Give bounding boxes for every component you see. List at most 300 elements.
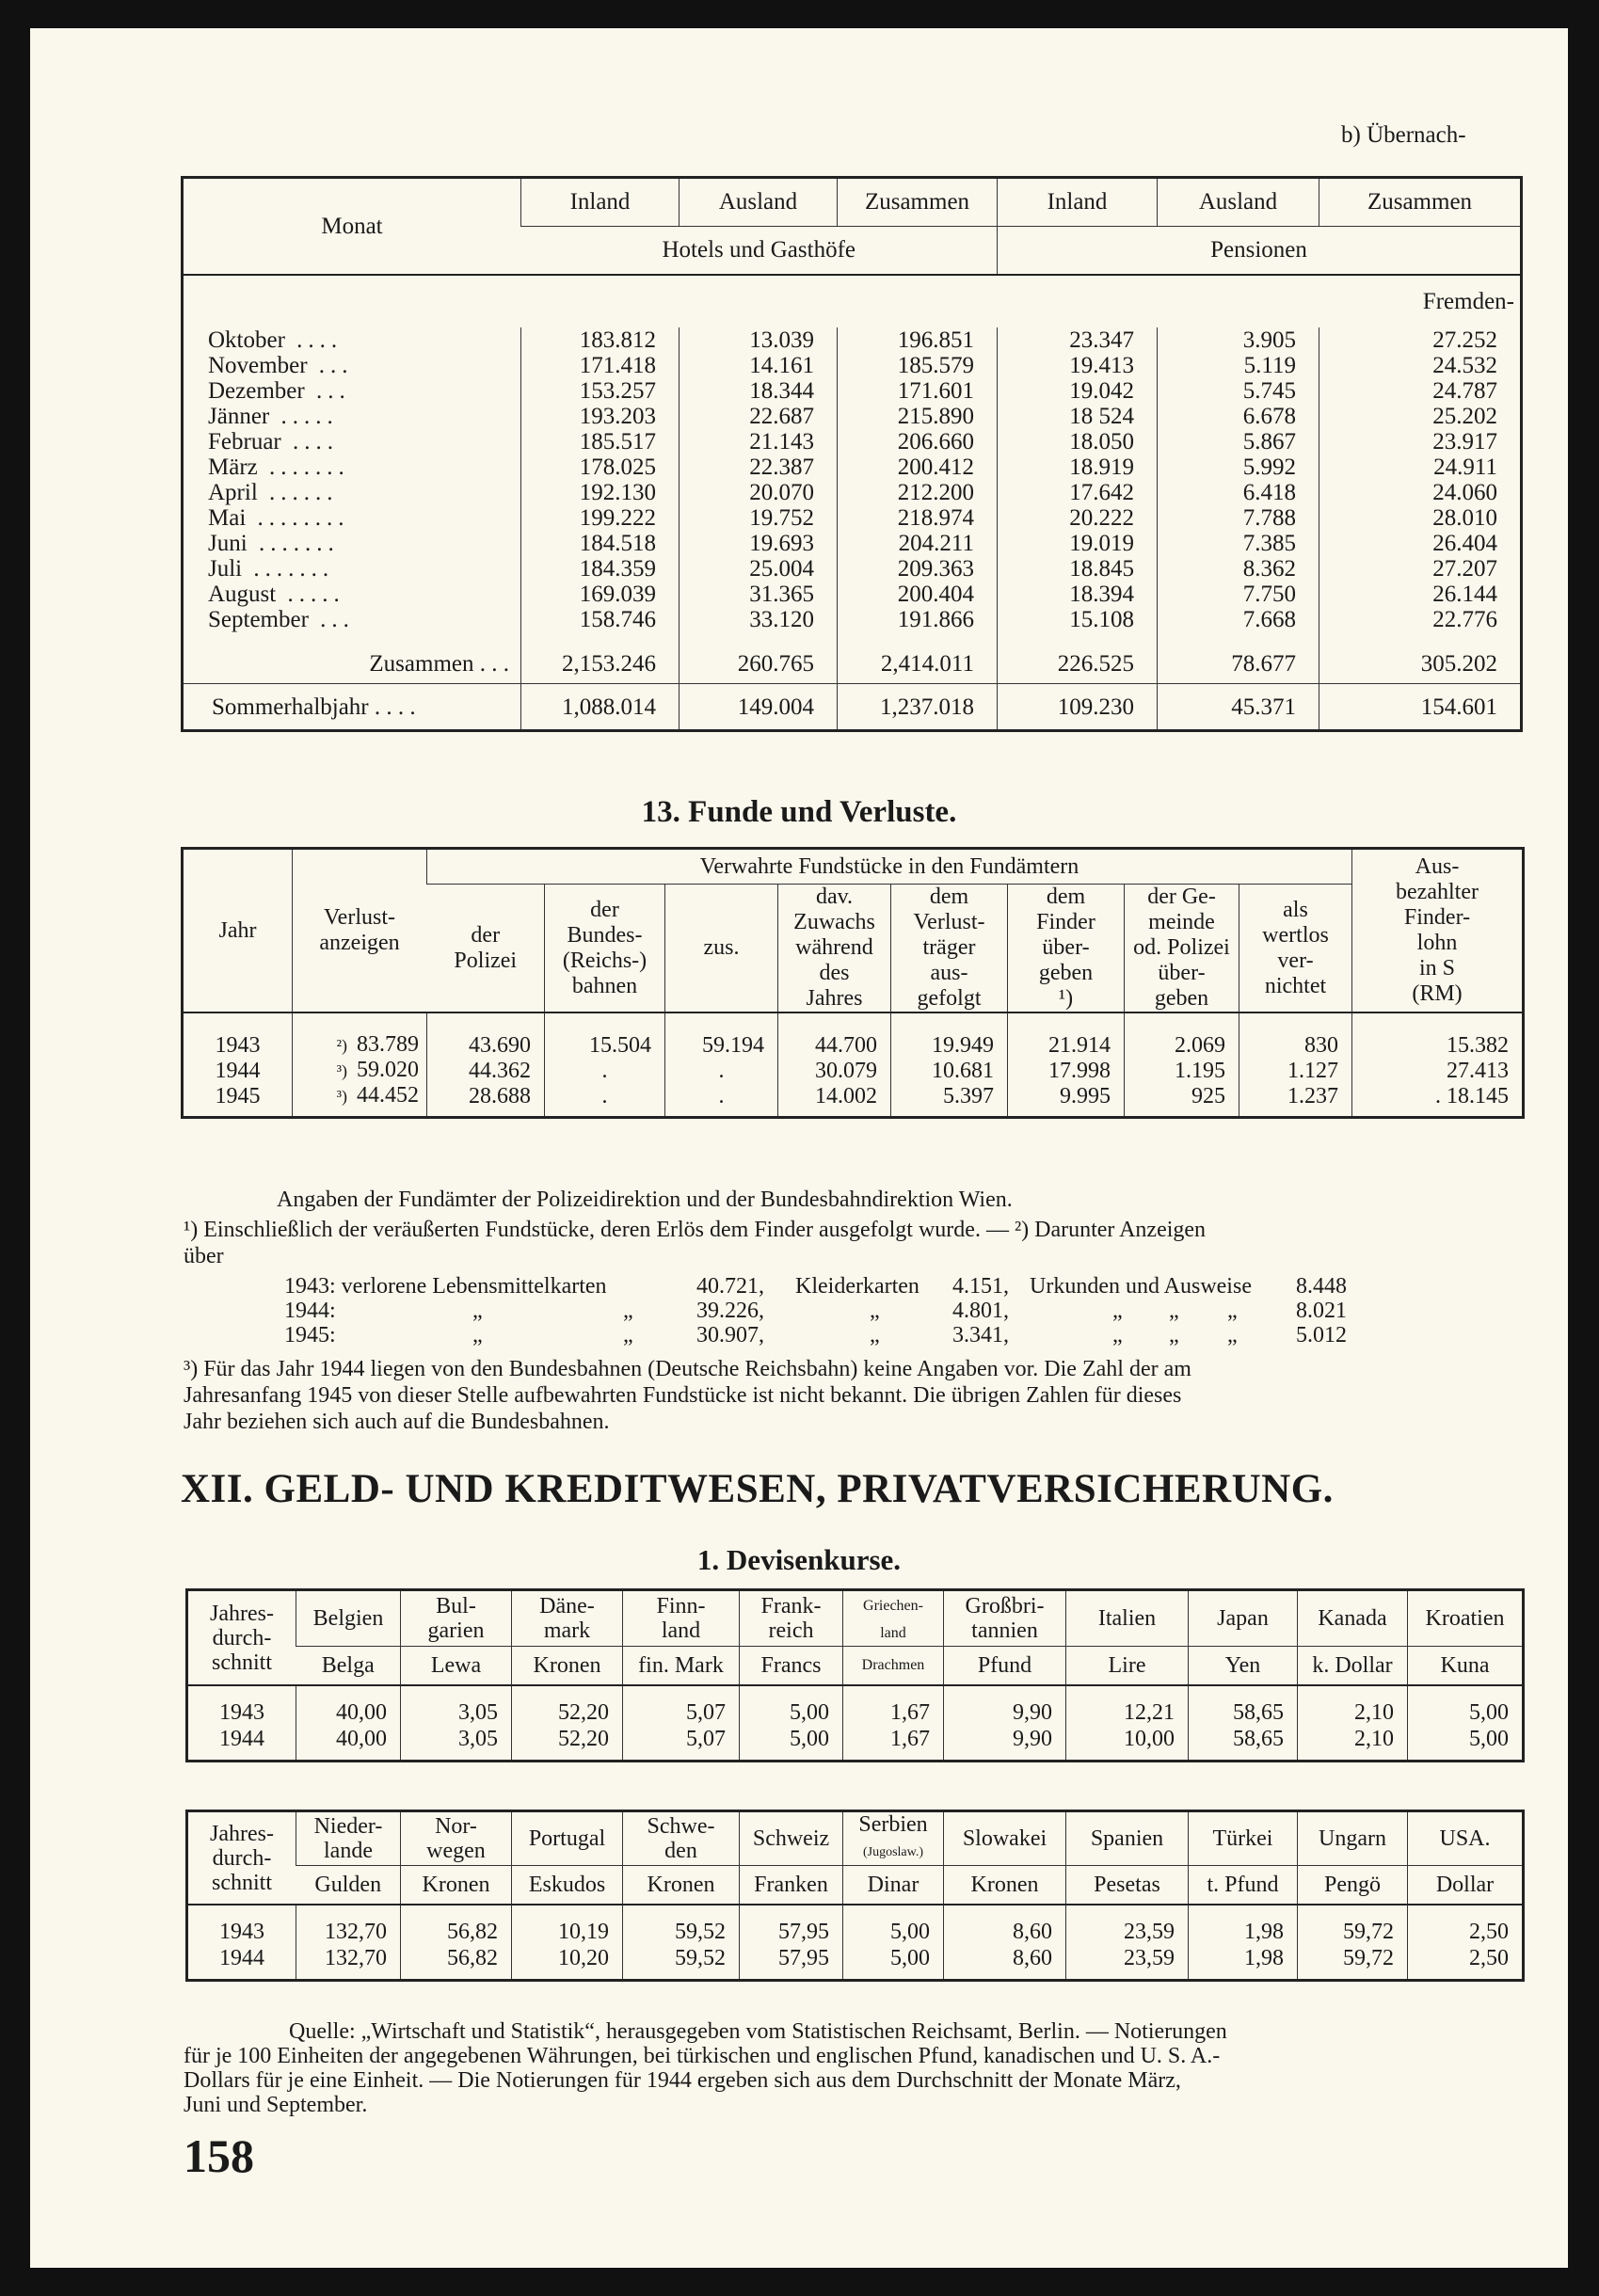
- rate-cell: 5,00: [740, 1699, 843, 1726]
- month-cell: [183, 454, 521, 480]
- value-cell: 44.362: [427, 1058, 545, 1083]
- h-gemeinde: der Ge- meinde od. Polizei über- geben: [1125, 885, 1239, 1013]
- h-group: Verwahrte Fundstücke in den Fundämtern: [427, 849, 1352, 885]
- rate-cell: 40,00: [296, 1699, 401, 1726]
- rate-cell: 57,95: [740, 1919, 843, 1945]
- rate-cell: 23,59: [1066, 1919, 1189, 1945]
- table-row: [183, 582, 1522, 607]
- month-cell: [183, 327, 521, 353]
- spacer: [1239, 1108, 1352, 1118]
- spacer: [183, 1012, 293, 1032]
- rate-cell: 10,20: [512, 1945, 623, 1971]
- currency-unit: Gulden: [296, 1866, 401, 1905]
- value: 83.789: [357, 1032, 419, 1057]
- value-cell: 8.362: [1158, 556, 1319, 582]
- spacer: [512, 1685, 623, 1699]
- country-header: [296, 1590, 401, 1647]
- exchange-rates-table-1: [185, 1588, 1525, 1762]
- overnight-stays-table: [181, 176, 1523, 732]
- country-name: Kroatien: [1425, 1606, 1505, 1631]
- summer-label-cell: [183, 684, 521, 731]
- spacer: [891, 1012, 1008, 1032]
- value-cell: 27.252: [1319, 327, 1522, 353]
- month-cell: [183, 480, 521, 505]
- spacer: [740, 1905, 843, 1919]
- value: 59.020: [357, 1058, 419, 1082]
- country-name: Belgien: [312, 1606, 384, 1631]
- country-header: [1298, 1590, 1408, 1647]
- total-label: Zusammen: [369, 650, 474, 677]
- value-cell: 191.866: [838, 607, 998, 632]
- spacer: [998, 632, 1158, 644]
- month-label: September: [208, 607, 309, 632]
- currency-unit: Kronen: [623, 1866, 740, 1905]
- year-cell: 1943: [219, 1920, 264, 1944]
- value-cell: 19.949: [891, 1032, 1008, 1058]
- leader-dots: .......: [257, 454, 350, 480]
- currency-unit: Pesetas: [1066, 1866, 1189, 1905]
- value-cell: 24.532: [1319, 353, 1522, 378]
- country-header: [623, 1590, 740, 1647]
- leader-dots: . . .: [473, 650, 509, 677]
- country-header: [740, 1811, 843, 1866]
- note-3c: Jahr beziehen sich auch auf die Bundesbahnen.: [184, 1410, 610, 1434]
- currency-unit: t. Pfund: [1189, 1866, 1298, 1905]
- year-cell: 1943: [219, 1700, 264, 1725]
- country-name: Großbri- tannien: [965, 1594, 1045, 1643]
- value-cell: 1.127: [1239, 1058, 1352, 1083]
- spacer: [1189, 1905, 1298, 1919]
- value-cell: 209.363: [838, 556, 998, 582]
- leader-dots: .......: [247, 531, 340, 556]
- month-label: Oktober: [208, 327, 285, 353]
- country-name: Bul- garien: [427, 1594, 485, 1643]
- value-cell: 25.004: [680, 556, 838, 582]
- spacer: [545, 1012, 665, 1032]
- value-cell: 23.917: [1319, 429, 1522, 454]
- country-name: Däne- mark: [539, 1594, 595, 1643]
- spacer: [1189, 1685, 1298, 1699]
- spacer: [1239, 1012, 1352, 1032]
- spacer: [1298, 1971, 1408, 1981]
- value-cell: 14.002: [778, 1083, 891, 1108]
- value-cell: 19.693: [680, 531, 838, 556]
- note-line-text: „: [870, 1299, 880, 1323]
- spacer: [401, 1905, 512, 1919]
- total-cell: 260.765: [680, 644, 838, 684]
- country-name: Nieder- lande: [313, 1814, 383, 1863]
- spacer: [293, 1012, 427, 1032]
- spacer: [401, 1685, 512, 1699]
- value-cell: 18.394: [998, 582, 1158, 607]
- value-cell: 17.642: [998, 480, 1158, 505]
- spacer: [545, 1108, 665, 1118]
- verlust-cell: [293, 1032, 427, 1058]
- rate-cell: 8,60: [944, 1919, 1066, 1945]
- value-cell: 21.914: [1008, 1032, 1125, 1058]
- currency-unit: fin. Mark: [623, 1647, 740, 1686]
- value-cell: 171.601: [838, 378, 998, 404]
- summer-cell: 154.601: [1319, 684, 1522, 731]
- currency-unit: Pengö: [1298, 1866, 1408, 1905]
- value-cell: 153.257: [521, 378, 680, 404]
- month-cell: [183, 404, 521, 429]
- country-name: Ungarn: [1319, 1826, 1386, 1851]
- spacer: [1352, 1108, 1524, 1118]
- rate-cell: 5,00: [1408, 1726, 1524, 1752]
- country-header: [740, 1590, 843, 1647]
- verlust-cell: [293, 1058, 427, 1083]
- footnote-marker: ³): [336, 1087, 347, 1106]
- note-line-text: „: [472, 1323, 483, 1347]
- month-cell: [183, 607, 521, 632]
- note-line-text: 3.341,: [952, 1323, 1009, 1347]
- value-cell: 218.974: [838, 505, 998, 531]
- currency-unit: Lewa: [401, 1647, 512, 1686]
- h-verlusttraeger: dem Verlust- träger aus- gefolgt: [891, 885, 1008, 1013]
- value-cell: .: [665, 1058, 778, 1083]
- currency-unit: Belga: [296, 1647, 401, 1686]
- currency-unit: Francs: [740, 1647, 843, 1686]
- value-cell: 18 524: [998, 404, 1158, 429]
- year-cell: 1945: [215, 1083, 261, 1108]
- year-cell: 1944: [219, 1727, 264, 1751]
- value-cell: 171.418: [521, 353, 680, 378]
- spacer: [1189, 1971, 1298, 1981]
- table-row: [183, 556, 1522, 582]
- currency-unit: Lire: [1066, 1647, 1189, 1686]
- spacer: [778, 1108, 891, 1118]
- rate-cell: 5,07: [623, 1726, 740, 1752]
- country-name: Nor- wegen: [426, 1814, 486, 1863]
- rate-cell: 52,20: [512, 1726, 623, 1752]
- spacer-row: [187, 1685, 1524, 1699]
- spacer: [1352, 1012, 1524, 1032]
- h-jahresdurchschnitt: Jahres- durch- schnitt: [187, 1811, 296, 1905]
- table-row: [183, 454, 1522, 480]
- page-header: b) Übernach-: [1341, 122, 1466, 148]
- rate-cell: 5,00: [843, 1919, 944, 1945]
- rate-cell: 1,98: [1189, 1945, 1298, 1971]
- document-page: [30, 28, 1568, 2268]
- country-name: Japan: [1217, 1606, 1269, 1631]
- footnote-marker: ²): [336, 1036, 347, 1055]
- note-line-text: „: [1227, 1323, 1238, 1347]
- country-name: Kanada: [1318, 1606, 1387, 1631]
- rate-cell: 10,00: [1066, 1726, 1189, 1752]
- value-cell: 3.905: [1158, 327, 1319, 353]
- country-header: [401, 1590, 512, 1647]
- rate-cell: 2,10: [1298, 1726, 1408, 1752]
- total-row: [183, 644, 1522, 684]
- spacer: [1189, 1752, 1298, 1762]
- spacer: [521, 632, 680, 644]
- value-cell: 7.385: [1158, 531, 1319, 556]
- summer-cell: 1,237.018: [838, 684, 998, 731]
- col-header: Inland: [998, 178, 1158, 227]
- source-line-3: Dollars für je eine Einheit. — Die Notierungen für 1944 ergeben sich aus dem Durchschnitt der Monate März,: [184, 2068, 1181, 2093]
- rate-cell: 132,70: [296, 1945, 401, 1971]
- value-cell: 17.998: [1008, 1058, 1125, 1083]
- group-hotels: Hotels und Gasthöfe: [521, 227, 998, 276]
- month-label: Juni: [208, 531, 248, 556]
- note-line-text: „: [1169, 1299, 1179, 1323]
- spacer-row: [187, 1905, 1524, 1919]
- leader-dots: .....: [269, 404, 339, 429]
- leader-dots: ...: [304, 378, 351, 404]
- note-line-text: 1945:: [284, 1323, 336, 1347]
- summer-cell: 109.230: [998, 684, 1158, 731]
- value-cell: .: [545, 1083, 665, 1108]
- spacer: [623, 1905, 740, 1919]
- country-name: Spanien: [1090, 1826, 1164, 1851]
- spacer: [296, 1905, 401, 1919]
- value-cell: 18.845: [998, 556, 1158, 582]
- currency-unit: Dollar: [1408, 1866, 1524, 1905]
- month-cell: [183, 429, 521, 454]
- value-cell: 206.660: [838, 429, 998, 454]
- spacer: [623, 1752, 740, 1762]
- h-finder: dem Finder über- geben ¹): [1008, 885, 1125, 1013]
- spacer-row: [183, 632, 1522, 644]
- country-header: [944, 1590, 1066, 1647]
- spacer: [1066, 1971, 1189, 1981]
- spacer: [296, 1685, 401, 1699]
- country-name: Schwe- den: [647, 1814, 715, 1863]
- spacer: [296, 1971, 401, 1981]
- note-1b: über: [184, 1244, 224, 1268]
- value-cell: 26.144: [1319, 582, 1522, 607]
- table-row: [183, 531, 1522, 556]
- spacer: [183, 1108, 293, 1118]
- note-line-text: 4.151,: [952, 1274, 1009, 1299]
- value-cell: 13.039: [680, 327, 838, 353]
- spacer: [1298, 1905, 1408, 1919]
- value-cell: 178.025: [521, 454, 680, 480]
- rate-cell: 59,72: [1298, 1945, 1408, 1971]
- spacer: [944, 1905, 1066, 1919]
- spacer: [1319, 632, 1522, 644]
- total-cell: 2,153.246: [521, 644, 680, 684]
- value-cell: 18.919: [998, 454, 1158, 480]
- note-line-text: 5.012: [1296, 1323, 1347, 1347]
- note-line-text: 30.907,: [696, 1323, 764, 1347]
- spacer: [401, 1971, 512, 1981]
- summer-label: Sommerhalbjahr: [212, 694, 369, 720]
- value-cell: 6.678: [1158, 404, 1319, 429]
- rate-cell: 132,70: [296, 1919, 401, 1945]
- month-label: Februar: [208, 429, 281, 454]
- h-verlust: Verlust- anzeigen: [293, 849, 427, 1013]
- value-cell: 19.752: [680, 505, 838, 531]
- month-cell: [183, 556, 521, 582]
- value-cell: 5.745: [1158, 378, 1319, 404]
- spacer: [740, 1752, 843, 1762]
- table-row: [187, 1945, 1524, 1971]
- rate-cell: 9,90: [944, 1699, 1066, 1726]
- spacer: [680, 632, 838, 644]
- currency-unit: Pfund: [944, 1647, 1066, 1686]
- country-header: [512, 1590, 623, 1647]
- country-name: Italien: [1097, 1606, 1157, 1631]
- rate-cell: 57,95: [740, 1945, 843, 1971]
- spacer: [401, 1752, 512, 1762]
- rate-cell: 56,82: [401, 1919, 512, 1945]
- section-1-title: 1. Devisenkurse.: [696, 1543, 902, 1576]
- rate-cell: 3,05: [401, 1726, 512, 1752]
- total-cell: 2,414.011: [838, 644, 998, 684]
- spacer: [187, 1752, 296, 1762]
- leader-dots: ...: [308, 607, 355, 632]
- h-lohn: Aus- bezahlter Finder- lohn in S (RM): [1352, 849, 1524, 1013]
- table-row: [183, 1032, 1524, 1058]
- fremden-label: Fremden-: [1422, 288, 1514, 314]
- rate-cell: 5,00: [843, 1945, 944, 1971]
- note-line-text: 1943: verlorene Lebensmittelkarten: [284, 1274, 607, 1299]
- country-header: [1066, 1811, 1189, 1866]
- spacer: [1008, 1012, 1125, 1032]
- total-cell: 78.677: [1158, 644, 1319, 684]
- spacer-row: [187, 1971, 1524, 1981]
- rate-cell: 58,65: [1189, 1726, 1298, 1752]
- value-cell: 24.911: [1319, 454, 1522, 480]
- spacer: [740, 1971, 843, 1981]
- value-cell: 1.237: [1239, 1083, 1352, 1108]
- country-header: [623, 1811, 740, 1866]
- month-label: April: [208, 480, 258, 505]
- footnote-marker: ³): [336, 1061, 347, 1080]
- rate-cell: 8,60: [944, 1945, 1066, 1971]
- month-cell: [183, 353, 521, 378]
- value: 44.452: [357, 1083, 419, 1108]
- spacer: [1408, 1905, 1524, 1919]
- note-line-text: „: [623, 1323, 633, 1347]
- col-header: Ausland: [1158, 178, 1319, 227]
- spacer: [512, 1971, 623, 1981]
- value-cell: 59.194: [665, 1032, 778, 1058]
- value-cell: 7.788: [1158, 505, 1319, 531]
- value-cell: 27.207: [1319, 556, 1522, 582]
- note-line-text: 8.021: [1296, 1299, 1347, 1323]
- value-cell: 5.992: [1158, 454, 1319, 480]
- value-cell: 21.143: [680, 429, 838, 454]
- country-header: [1189, 1590, 1298, 1647]
- value-cell: 215.890: [838, 404, 998, 429]
- source-13: Angaben der Fundämter der Polizeidirektion und der Bundesbahndirektion Wien.: [277, 1188, 1013, 1212]
- value-cell: 200.412: [838, 454, 998, 480]
- col-month-header: Monat: [183, 178, 521, 276]
- spacer: [1408, 1685, 1524, 1699]
- rate-cell: 40,00: [296, 1726, 401, 1752]
- spacer: [843, 1685, 944, 1699]
- value-cell: 24.787: [1319, 378, 1522, 404]
- month-label: November: [208, 353, 308, 378]
- spacer: [427, 1108, 545, 1118]
- spacer: [296, 1752, 401, 1762]
- spacer: [1298, 1685, 1408, 1699]
- h-bundes: der Bundes- (Reichs-) bahnen: [545, 885, 665, 1013]
- country-header: [843, 1590, 944, 1647]
- value-cell: 20.070: [680, 480, 838, 505]
- table-row: [187, 1699, 1524, 1726]
- source-line-2: für je 100 Einheiten der angegebenen Währungen, bei türkischen und englischen Pfund, kanadischen und U. S. A.-: [184, 2044, 1221, 2068]
- rate-cell: 5,00: [1408, 1699, 1524, 1726]
- currency-unit: Dinar: [843, 1866, 944, 1905]
- month-cell: [183, 531, 521, 556]
- rate-cell: 1,98: [1189, 1919, 1298, 1945]
- country-header: [1408, 1590, 1524, 1647]
- value-cell: 9.995: [1008, 1083, 1125, 1108]
- h-zus: zus.: [665, 885, 778, 1013]
- value-cell: 7.668: [1158, 607, 1319, 632]
- value-cell: 22.687: [680, 404, 838, 429]
- source-line-4: Juni und September.: [184, 2093, 368, 2117]
- table-row: [187, 1919, 1524, 1945]
- month-label: Dezember: [208, 378, 305, 404]
- table-row: [183, 607, 1522, 632]
- note-line-text: „: [1112, 1299, 1123, 1323]
- total-label-cell: [183, 644, 521, 684]
- country-header: [1189, 1811, 1298, 1866]
- country-name: Schweiz: [752, 1826, 830, 1851]
- spacer: [1066, 1905, 1189, 1919]
- spacer: [1066, 1752, 1189, 1762]
- value-cell: 15.382: [1352, 1032, 1524, 1058]
- value-cell: 20.222: [998, 505, 1158, 531]
- value-cell: 22.387: [680, 454, 838, 480]
- total-cell: 305.202: [1319, 644, 1522, 684]
- leader-dots: ......: [257, 480, 339, 505]
- note-line-text: 4.801,: [952, 1299, 1009, 1323]
- leader-dots: . . . .: [368, 694, 416, 720]
- value-cell: 18.344: [680, 378, 838, 404]
- note-line-text: „: [1169, 1323, 1179, 1347]
- year-cell: 1943: [215, 1032, 261, 1058]
- spacer: [944, 1752, 1066, 1762]
- value-cell: 925: [1125, 1083, 1239, 1108]
- spacer: [187, 1971, 296, 1981]
- spacer: [1125, 1012, 1239, 1032]
- value-cell: .: [545, 1058, 665, 1083]
- spacer-row: [183, 1012, 1524, 1032]
- total-cell: 226.525: [998, 644, 1158, 684]
- spacer: [843, 1905, 944, 1919]
- table-row: [183, 480, 1522, 505]
- country-header: [944, 1811, 1066, 1866]
- value-cell: 1.195: [1125, 1058, 1239, 1083]
- country-header: [401, 1811, 512, 1866]
- value-cell: 158.746: [521, 607, 680, 632]
- value-cell: 185.579: [838, 353, 998, 378]
- spacer: [838, 632, 998, 644]
- year-cell: 1944: [215, 1058, 261, 1083]
- value-cell: 169.039: [521, 582, 680, 607]
- country-name: USA.: [1439, 1826, 1491, 1851]
- h-polizei: der Polizei: [427, 885, 545, 1013]
- value-cell: 830: [1239, 1032, 1352, 1058]
- year-cell: 1944: [219, 1946, 264, 1970]
- spacer: [944, 1971, 1066, 1981]
- value-cell: 196.851: [838, 327, 998, 353]
- table-row: [183, 353, 1522, 378]
- spacer: [1408, 1752, 1524, 1762]
- country-name: Finn- land: [656, 1594, 706, 1643]
- table-row: [183, 378, 1522, 404]
- value-cell: 200.404: [838, 582, 998, 607]
- value-cell: 212.200: [838, 480, 998, 505]
- table-row: [183, 404, 1522, 429]
- country-name: Frank- reich: [760, 1594, 822, 1643]
